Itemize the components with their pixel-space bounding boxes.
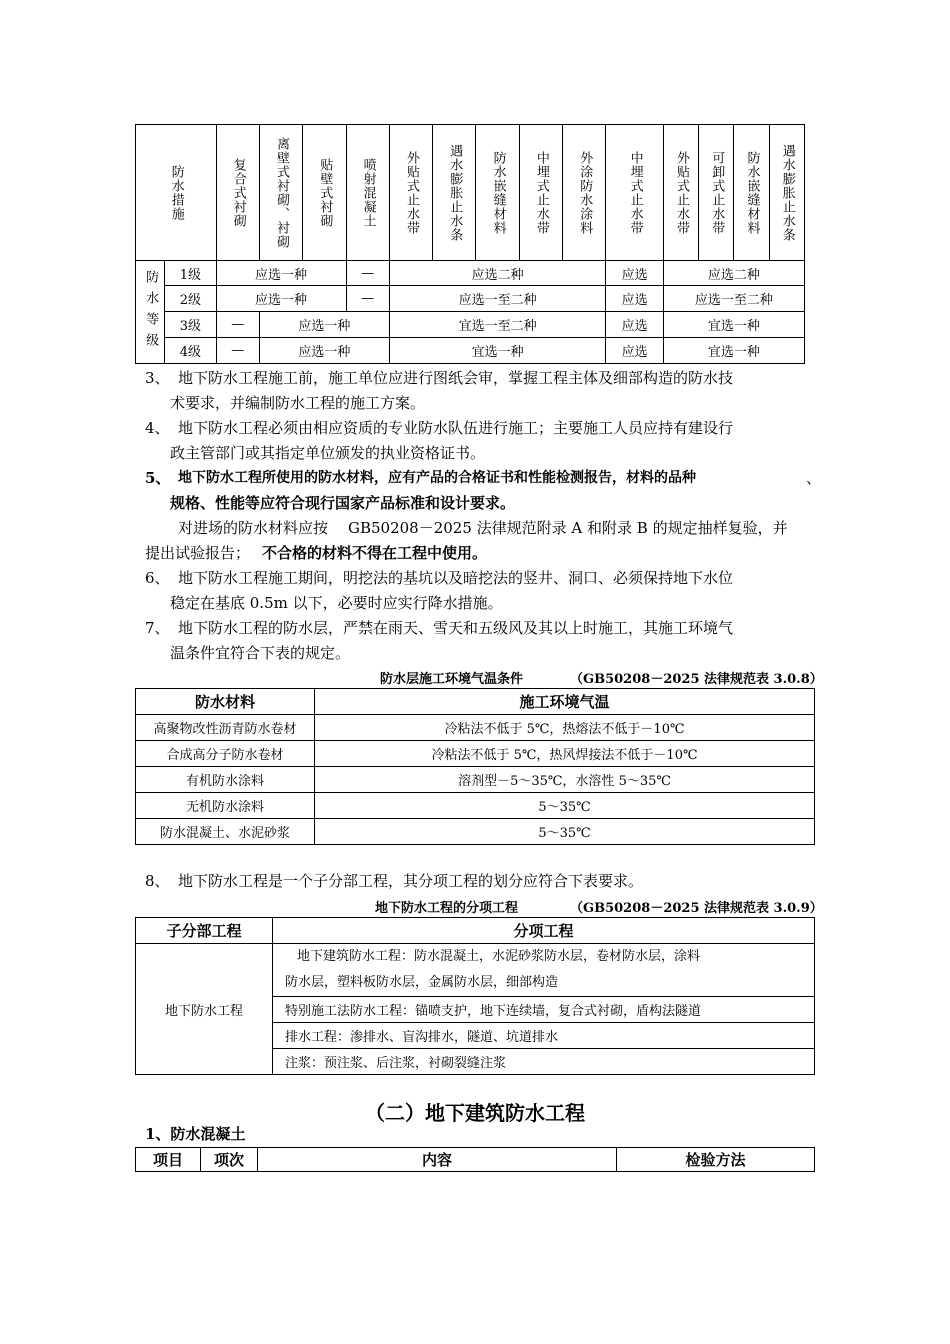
item-8-line1: 地下防水工程是一个子分部工程，其分项工程的划分应符合下表要求。 [178, 872, 644, 890]
item-6-line2: 稳定在基底 0.5m 以下，必要时应实行降水措施。 [170, 594, 503, 612]
item-5-line1: 地下防水工程所使用的防水材料，应有产品的合格证书和性能检测报告，材料的品种 [178, 470, 696, 486]
item-3-line1: 地下防水工程施工前，施工单位应进行图纸会审，掌握工程主体及细部构造的防水技 [178, 369, 734, 387]
table-row: 地下防水工程 地下建筑防水工程：防水混凝土，水泥砂浆防水层，卷材防水层，涂料 防水层，塑料板防水层，金属防水层，细部构造 [136, 944, 815, 997]
item-6-line1: 地下防水工程施工期间，明挖法的基坑以及暗挖法的竖井、洞口、必须保持地下水位 [178, 569, 734, 587]
item-5-line1-tail: 、 [806, 469, 822, 487]
item-5-line4b: 不合格的材料不得在工程中使用。 [262, 544, 488, 562]
item-5-line3a: 对进场的防水材料应按 [178, 519, 329, 537]
subitem-division-table: 子分部工程 分项工程 地下防水工程 地下建筑防水工程：防水混凝土，水泥砂浆防水层，卷材防水层，涂料 防水层，塑料板防水层，金属防水层，细部构造 特别施工法防水工程：锚喷支护，地下连续墙，复合式衬砌，盾构法隧道 排水工程：渗排水、盲沟排水，隧道、坑道排水 注浆：预注浆、后注浆，衬砌裂缝注浆 [135, 917, 815, 1075]
item-3-number: 3、 [145, 369, 170, 387]
item-5-number: 5、 [145, 469, 171, 487]
section-title: （二）地下建筑防水工程 [365, 1101, 585, 1125]
table-row: 2级 应选一种 — 应选一至二种 应选 应选一至二种 [136, 286, 805, 312]
table-row: 合成高分子防水卷材 冷粘法不低于 5℃，热风焊接法不低于－10℃ [136, 741, 815, 767]
table2-caption: 防水层施工环境气温条件 [380, 672, 524, 687]
item-5-line3b: GB50208－2025 法律规范附录 A 和附录 B 的规定抽样复验，并 [348, 519, 788, 537]
item-5-line2: 规格、性能等应符合现行国家产品标准和设计要求。 [170, 494, 516, 512]
item-7-number: 7、 [145, 619, 170, 637]
item-4-line2: 政主管部门或其指定单位颁发的执业资格证书。 [170, 444, 486, 462]
table-row: 特别施工法防水工程：锚喷支护，地下连续墙，复合式衬砌，盾构法隧道 [136, 997, 815, 1023]
table3-caption-ref: （GB50208－2025 法律规范表 3.0.9） [570, 901, 823, 916]
construction-temperature-table: 防水材料 施工环境气温 高聚物改性沥青防水卷材 冷粘法不低于 5℃，热熔法不低于－10℃ 合成高分子防水卷材 冷粘法不低于 5℃，热风焊接法不低于－10℃ 有机防水涂料 溶剂型－5～35℃，水溶性 5～35℃ 无机防水涂料 5～35℃ 防水混凝土、水泥砂浆 5～35℃ [135, 688, 815, 845]
table-row: 有机防水涂料 溶剂型－5～35℃，水溶性 5～35℃ [136, 767, 815, 793]
item-4-number: 4、 [145, 419, 170, 437]
inspection-table: 项目 项次 内容 检验方法 [135, 1147, 815, 1172]
table-row: 无机防水涂料 5～35℃ [136, 793, 815, 819]
row-group-label: 防水等级 [136, 261, 165, 364]
table-row: 3级 — 应选一种 宜选一至二种 应选 宜选一种 [136, 312, 805, 338]
table2-caption-ref: （GB50208－2025 法律规范表 3.0.8） [570, 672, 823, 687]
item-8-number: 8、 [145, 872, 170, 890]
table-row: 注浆：预注浆、后注浆，衬砌裂缝注浆 [136, 1049, 815, 1075]
table3-caption: 地下防水工程的分项工程 [375, 901, 519, 916]
table-row: 排水工程：渗排水、盲沟排水，隧道、坑道排水 [136, 1023, 815, 1049]
table-row: 防水等级 1级 应选一种 — 应选二种 应选 应选二种 [136, 261, 805, 286]
table-row: 高聚物改性沥青防水卷材 冷粘法不低于 5℃，热熔法不低于－10℃ [136, 715, 815, 741]
subsection-title: 1、防水混凝土 [145, 1125, 246, 1143]
item-6-number: 6、 [145, 569, 170, 587]
table-row: 4级 — 应选一种 宜选一种 应选 宜选一种 [136, 338, 805, 364]
item-5-line4a: 提出试验报告； [145, 544, 251, 562]
item-4-line1: 地下防水工程必须由相应资质的专业防水队伍进行施工；主要施工人员应持有建设行 [178, 419, 734, 437]
item-7-line2: 温条件宜符合下表的规定。 [170, 644, 351, 662]
header-measures: 防水措施 [136, 125, 217, 261]
table-row: 防水混凝土、水泥砂浆 5～35℃ [136, 819, 815, 845]
item-3-line2: 术要求，并编制防水工程的施工方案。 [170, 394, 426, 412]
item-7-line1: 地下防水工程的防水层，严禁在雨天、雪天和五级风及其以上时施工，其施工环境气 [178, 619, 734, 637]
waterproof-measures-table: 防水措施 复合式衬砌 离壁式衬砌、衬砌 贴壁式衬砌 喷射混凝土 外贴式止水带 遇水膨胀止水条 防水嵌缝材料 中埋式止水带 外涂防水涂料 中埋式止水带 外贴式止水带 可卸式止水带 防水嵌缝材料 遇水膨胀止水条 防水等级 1级 应选一种 — 应选二种 应选 应选二种 2级 应选一种 — 应选一至二种 应选 应选一至二种 3级 — 应选一种 宜选一至二种 应选 宜选一种 4级 — 应选一种 宜选一种 应选 宜选一种 [135, 124, 805, 364]
